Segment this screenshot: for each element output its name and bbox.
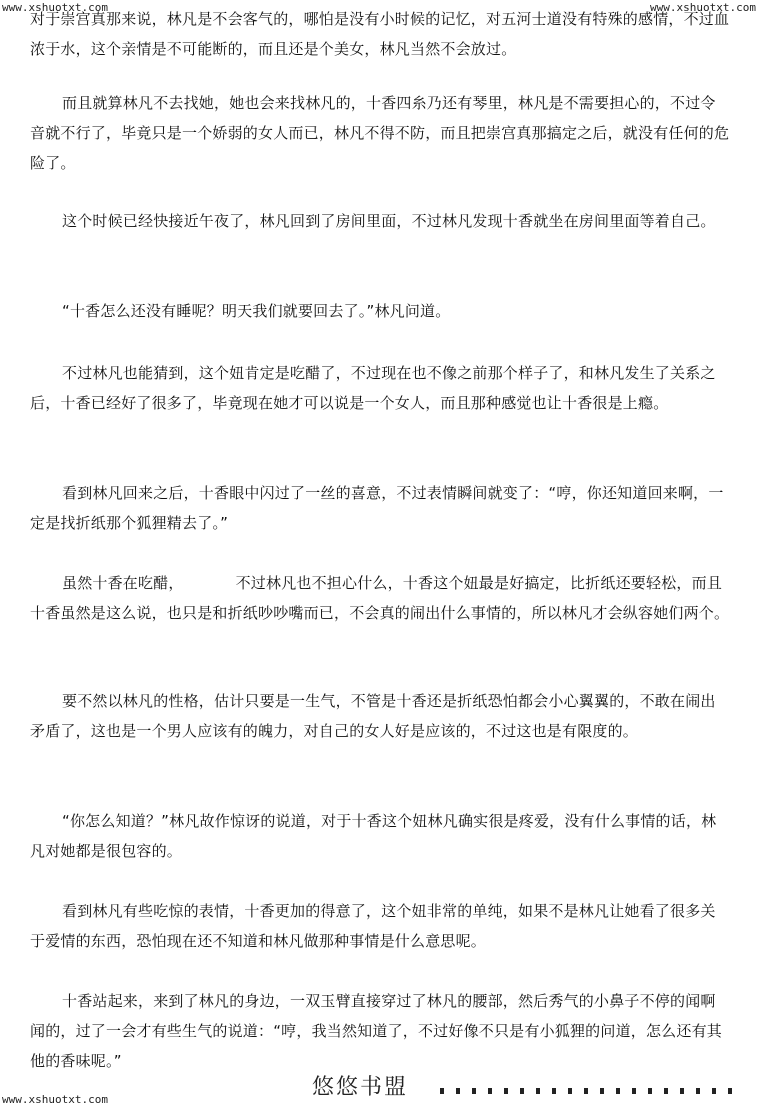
watermark-top-left: www.xshuotxt.com	[2, 1, 108, 14]
paragraph-5: 不过林凡也能猜到，这个妞肯定是吃醋了，不过现在也不像之前那个样子了，和林凡发生了关系之后，十香已经好了很多了，毕竟现在她才可以说是一个女人，而且那种感觉也让十香很是上瘾。	[30, 364, 716, 412]
paragraph-8: 要不然以林凡的性格，估计只要是一生气，不管是十香还是折纸恐怕都会小心翼翼的，不敢在闹出矛盾了，这也是一个男人应该有的魄力，对自己的女人好是应该的，不过这也是有限度的。	[30, 692, 716, 740]
paragraph-6: 看到林凡回来之后，十香眼中闪过了一丝的喜意，不过表情瞬间就变了：“哼，你还知道回来啊，一定是找折纸那个狐狸精去了。”	[30, 484, 724, 532]
paragraph-4: “十香怎么还没有睡呢？明天我们就要回去了。”林凡问道。	[62, 302, 451, 320]
paragraph-7-first: 虽然十香在吃醋，	[62, 574, 184, 592]
paragraph-1: 对于崇宫真那来说，林凡是不会客气的，哪怕是没有小时候的记忆，对五河士道没有特殊的感情，不过血浓于水，这个亲情是不可能断的，而且还是个美女，林凡当然不会放过。	[30, 10, 730, 58]
paragraph-7-second: 不过林凡也不担心什么，十香这个妞最是好搞定，比折纸还要轻松，而且十香虽然是这么说，也只是和折纸吵吵嘴而已，不会真的闹出什么事情的，所以林凡才会纵容她们两个。	[30, 574, 730, 622]
bottom-fragment-text: 悠悠书盟	[312, 1075, 409, 1100]
paragraph-11: 十香站起来，来到了林凡的身边，一双玉臂直接穿过了林凡的腰部，然后秀气的小鼻子不停的闻啊闻的，过了一会才有些生气的说道：“哼，我当然知道了，不过好像不只是有小狐狸的问道，怎么还有其他的香味呢。”	[30, 992, 722, 1070]
paragraph-2: 而且就算林凡不去找她，她也会来找林凡的，十香四糸乃还有琴里，林凡是不需要担心的，不过令音就不行了，毕竟只是一个娇弱的女人而已，林凡不得不防，而且把崇宫真那搞定之后，就没有任何的危险了。	[30, 94, 730, 172]
watermark-bottom-left: www.xshuotxt.com	[2, 1093, 108, 1106]
paragraph-3: 这个时候已经快接近午夜了，林凡回到了房间里面，不过林凡发现十香就坐在房间里面等着自己。	[62, 212, 716, 230]
bottom-decorative-dashes	[440, 1088, 740, 1094]
paragraph-9: “你怎么知道？”林凡故作惊讶的说道，对于十香这个妞林凡确实很是疼爱，没有什么事情的话，林凡对她都是很包容的。	[30, 812, 717, 860]
paragraph-10: 看到林凡有些吃惊的表情，十香更加的得意了，这个妞非常的单纯，如果不是林凡让她看了很多关于爱情的东西，恐怕现在还不知道和林凡做那种事情是什么意思呢。	[30, 902, 716, 950]
watermark-top-right: www.xshuotxt.com	[650, 1, 756, 14]
paragraph-7	[30, 568, 730, 628]
